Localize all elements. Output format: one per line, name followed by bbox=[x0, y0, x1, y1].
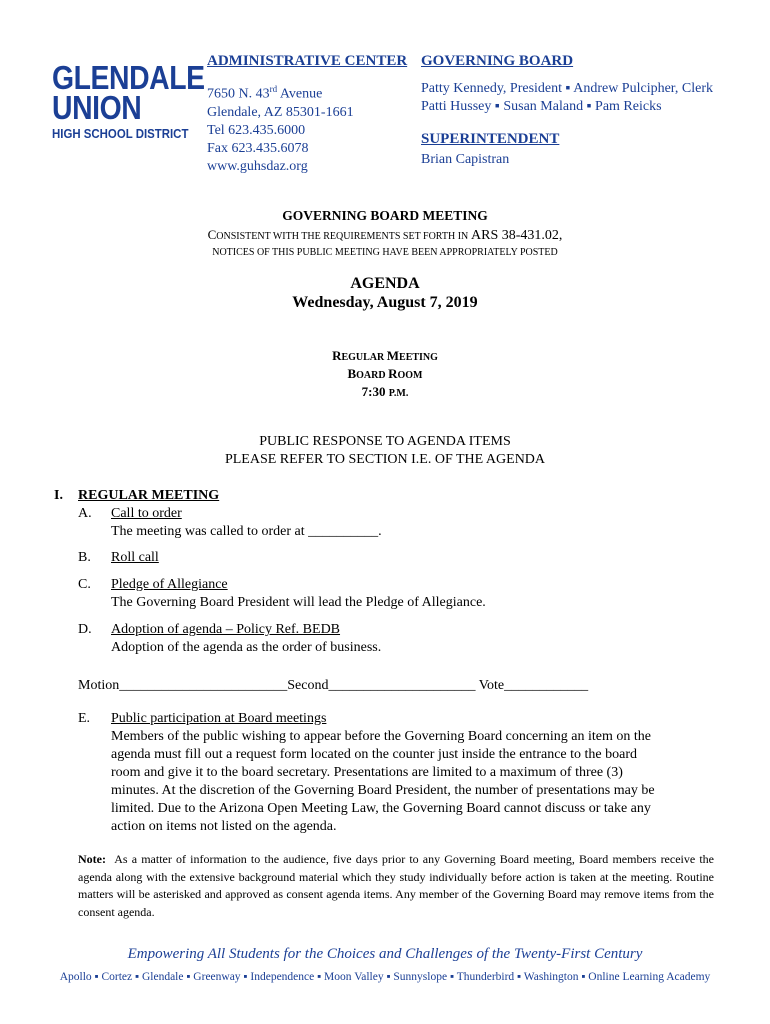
meeting-title: GOVERNING BOARD MEETING bbox=[282, 208, 488, 223]
item-b-letter: B. bbox=[78, 550, 91, 565]
telephone: Tel 623.435.6000 bbox=[207, 122, 306, 138]
note-paragraph bbox=[78, 851, 714, 921]
board-room-label: BOARD ROOM bbox=[347, 366, 423, 381]
item-e-paragraph bbox=[111, 728, 655, 836]
item-c-text: The Governing Board President will lead the Pledge of Allegiance. bbox=[111, 595, 486, 610]
note-text: As a matter of information to the audience, five days prior to any Governing Board meeting, Board members receive the agenda along with the extensive background material which they study individually before action is taken at the meeting. Routine matters will be asterisked and approved as consent agenda items. Any member of the Governing Board may remove items from the consent agenda. bbox=[78, 852, 714, 919]
item-e-line: minutes. At the discretion of the Governing Board President, the number of presentations may be bbox=[111, 783, 655, 798]
district-logo bbox=[52, 59, 205, 145]
item-e-title: Public participation at Board meetings bbox=[111, 711, 327, 726]
item-a-letter: A. bbox=[78, 506, 92, 521]
section-number: I. bbox=[54, 488, 63, 503]
logo-line-union: UNION bbox=[52, 89, 142, 126]
footer-motto: Empowering All Students for the Choices and Challenges of the Twenty-First Century bbox=[127, 946, 643, 962]
item-c-title: Pledge of Allegiance bbox=[111, 577, 228, 592]
section-title: REGULAR MEETING bbox=[78, 488, 220, 503]
consistent-line: CONSISTENT WITH THE REQUIREMENTS SET FORTH IN ARS 38-431.02, bbox=[207, 227, 563, 243]
item-e-line: agenda must fill out a request form located on the counter just inside the entrance to the board bbox=[111, 747, 637, 762]
logo-line-glendale: GLENDALE bbox=[52, 59, 205, 96]
public-response-line: PUBLIC RESPONSE TO AGENDA ITEMS bbox=[259, 434, 511, 449]
item-d-letter: D. bbox=[78, 622, 92, 637]
item-d-text: Adoption of the agenda as the order of business. bbox=[111, 640, 382, 655]
fax: Fax 623.435.6078 bbox=[207, 140, 309, 156]
superintendent-heading: SUPERINTENDENT bbox=[421, 131, 560, 147]
superintendent-name: Brian Capistran bbox=[421, 152, 510, 167]
website-link[interactable]: www.guhsdaz.org bbox=[207, 158, 308, 174]
board-members-line-2: Patti Hussey ▪ Susan Maland ▪ Pam Reicks bbox=[421, 99, 662, 114]
agenda-title: AGENDA bbox=[350, 275, 420, 292]
address-line-2: Glendale, AZ 85301-1661 bbox=[207, 104, 354, 120]
regular-meeting-label: REGULAR MEETING bbox=[332, 348, 438, 363]
logo-line-district: HIGH SCHOOL DISTRICT bbox=[52, 126, 189, 141]
item-e-letter: E. bbox=[78, 711, 91, 726]
note-label: Note: bbox=[78, 852, 106, 866]
item-e-line: limited. Due to the Arizona Open Meeting Law, the Governing Board cannot discuss or take any bbox=[111, 801, 651, 816]
item-e-line: Members of the public wishing to appear before the Governing Board concerning an item on the bbox=[111, 729, 652, 744]
item-a-title: Call to order bbox=[111, 506, 182, 521]
admin-center-heading: ADMINISTRATIVE CENTER bbox=[207, 53, 408, 69]
refer-section-line: PLEASE REFER TO SECTION I.E. OF THE AGENDA bbox=[224, 452, 546, 467]
meeting-time: 7:30 P.M. bbox=[361, 384, 409, 399]
address-line-1: 7650 N. 43rd Avenue bbox=[207, 84, 323, 102]
footer-schools: Apollo ▪ Cortez ▪ Glendale ▪ Greenway ▪ Independence ▪ Moon Valley ▪ Sunnyslope ▪ Thunderbird ▪ Washington ▪ Online Learning Academy bbox=[59, 971, 711, 983]
motion-line: Motion________________________Second_____________________ Vote____________ bbox=[78, 678, 589, 693]
item-c-letter: C. bbox=[78, 577, 91, 592]
item-e-line: room and give it to the board secretary. Presentations are limited to a maximum of three (3) bbox=[111, 765, 623, 780]
item-b-title: Roll call bbox=[111, 550, 159, 565]
item-e-line: action on items not listed on the agenda. bbox=[111, 819, 337, 834]
governing-board-heading: GOVERNING BOARD bbox=[421, 53, 574, 69]
admin-address bbox=[207, 80, 354, 176]
notices-line: NOTICES OF THIS PUBLIC MEETING HAVE BEEN APPROPRIATELY POSTED bbox=[212, 247, 558, 258]
board-members-line-1: Patty Kennedy, President ▪ Andrew Pulcipher, Clerk bbox=[421, 81, 713, 96]
agenda-date: Wednesday, August 7, 2019 bbox=[292, 294, 478, 311]
item-a-text: The meeting was called to order at __________. bbox=[111, 524, 382, 539]
item-d-title: Adoption of agenda – Policy Ref. BEDB bbox=[111, 622, 341, 637]
board-members bbox=[421, 80, 713, 116]
